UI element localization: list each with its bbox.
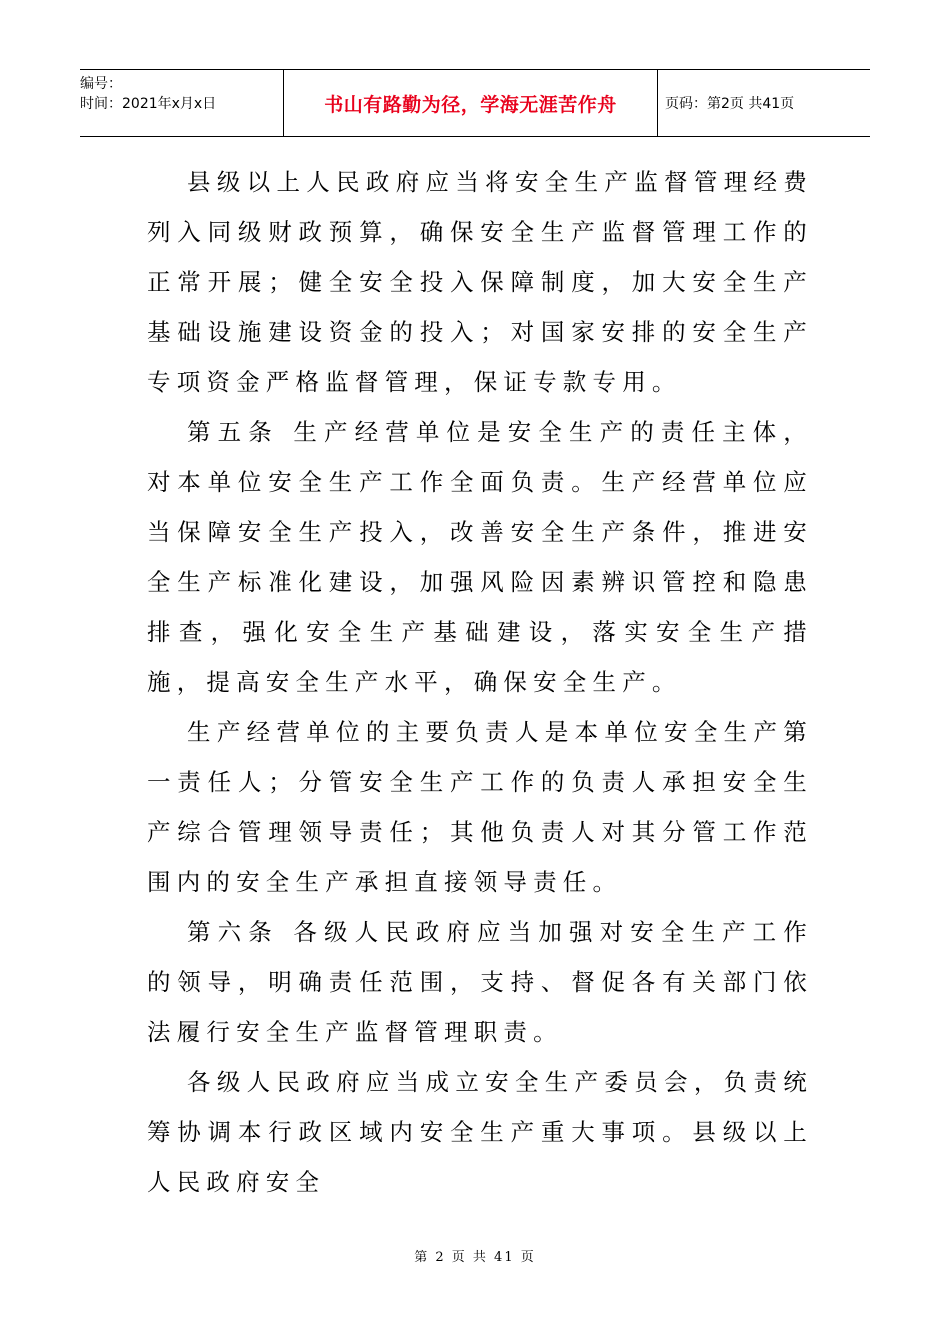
paragraph-4: 第六条 各级人民政府应当加强对安全生产工作的领导，明确责任范围，支持、督促各有关部门依法履行安全生产监督管理职责。 (147, 918, 813, 1046)
paragraph-5: 各级人民政府应当成立安全生产委员会，负责统筹协调本行政区域内安全生产重大事项。县级以上人民政府安全 (147, 1068, 813, 1196)
paragraph-1: 县级以上人民政府应当将安全生产监督管理经费列入同级财政预算，确保安全生产监督管理工作的正常开展；健全安全投入保障制度，加大安全生产基础设施建设资金的投入；对国家安排的安全生产专项资金严格监督管理，保证专款专用。 (147, 168, 813, 396)
document-body (147, 157, 813, 1207)
header-motto: 书山有路勤为径，学海无涯苦作舟 (283, 70, 658, 136)
paragraph-3: 生产经营单位的主要负责人是本单位安全生产第一责任人；分管安全生产工作的负责人承担安全生产综合管理领导责任；其他负责人对其分管工作范围内的安全生产承担直接领导责任。 (147, 718, 813, 896)
page-footer: 第 2 页 共 41 页 (414, 1250, 536, 1265)
header-meta (80, 70, 283, 136)
document-number-label: 编号： (80, 76, 122, 92)
paragraph-2: 第五条 生产经营单位是安全生产的责任主体，对本单位安全生产工作全面负责。生产经营单位应当保障安全生产投入，改善安全生产条件，推进安全生产标准化建设，加强风险因素辨识管控和隐患排查，强化安全生产基础建设，落实安全生产措施，提高安全生产水平，确保安全生产。 (147, 418, 813, 696)
document-time-label: 时间：2021年x月x日 (80, 96, 217, 112)
page-header (80, 69, 870, 137)
header-page-info: 页码：第2页 共41页 (665, 96, 795, 112)
